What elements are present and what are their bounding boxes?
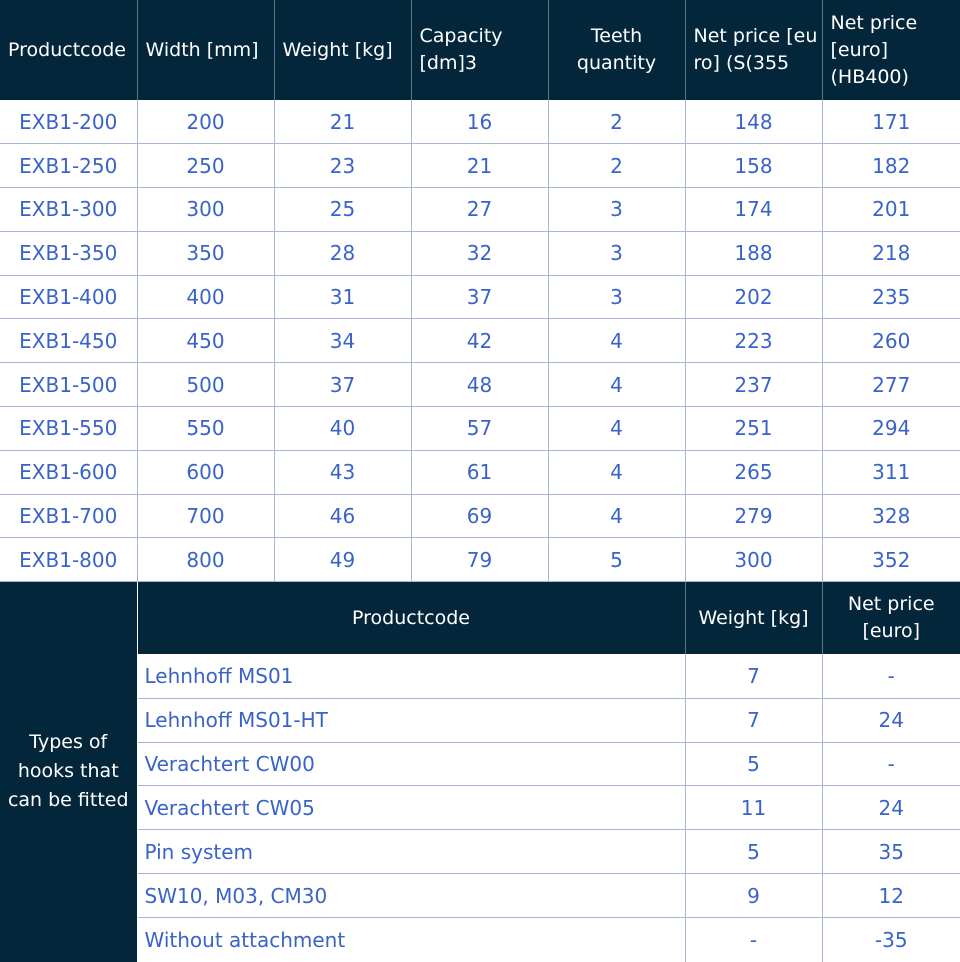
cell-capacity: 27 bbox=[411, 188, 548, 232]
product-table-body bbox=[0, 100, 960, 582]
cell-hook-net-price: 24 bbox=[822, 786, 960, 830]
cell-price-hb400: 311 bbox=[822, 450, 960, 494]
cell-hook-weight: 5 bbox=[685, 830, 822, 874]
cell-productcode: EXB1-200 bbox=[0, 100, 137, 144]
list-item bbox=[0, 698, 960, 742]
cell-productcode: EXB1-400 bbox=[0, 275, 137, 319]
cell-productcode: EXB1-600 bbox=[0, 450, 137, 494]
cell-hook-weight: 7 bbox=[685, 698, 822, 742]
cell-capacity: 16 bbox=[411, 100, 548, 144]
list-item bbox=[0, 918, 960, 962]
cell-price-s355: 223 bbox=[685, 319, 822, 363]
cell-price-hb400: 218 bbox=[822, 231, 960, 275]
cell-price-s355: 300 bbox=[685, 538, 822, 582]
header-weight: Weight [kg] bbox=[274, 0, 411, 100]
cell-capacity: 57 bbox=[411, 407, 548, 451]
cell-teeth: 3 bbox=[548, 231, 685, 275]
cell-width: 400 bbox=[137, 275, 274, 319]
cell-width: 350 bbox=[137, 231, 274, 275]
cell-width: 300 bbox=[137, 188, 274, 232]
cell-weight: 43 bbox=[274, 450, 411, 494]
table-row bbox=[0, 275, 960, 319]
cell-weight: 28 bbox=[274, 231, 411, 275]
header-capacity: Capacity [dm]3 bbox=[411, 0, 548, 100]
list-item bbox=[0, 830, 960, 874]
cell-capacity: 79 bbox=[411, 538, 548, 582]
cell-hook-weight: 9 bbox=[685, 874, 822, 918]
cell-price-s355: 279 bbox=[685, 494, 822, 538]
cell-weight: 25 bbox=[274, 188, 411, 232]
cell-teeth: 4 bbox=[548, 450, 685, 494]
cell-hook-productcode: Verachtert CW05 bbox=[137, 786, 685, 830]
list-item bbox=[0, 742, 960, 786]
cell-productcode: EXB1-300 bbox=[0, 188, 137, 232]
cell-hook-weight: 5 bbox=[685, 742, 822, 786]
header-net-price-hb400: Net price [euro] (HB400) bbox=[822, 0, 960, 100]
cell-price-hb400: 352 bbox=[822, 538, 960, 582]
cell-teeth: 4 bbox=[548, 363, 685, 407]
cell-price-hb400: 235 bbox=[822, 275, 960, 319]
cell-width: 450 bbox=[137, 319, 274, 363]
cell-capacity: 69 bbox=[411, 494, 548, 538]
cell-weight: 37 bbox=[274, 363, 411, 407]
cell-price-hb400: 294 bbox=[822, 407, 960, 451]
table-row bbox=[0, 100, 960, 144]
cell-price-hb400: 171 bbox=[822, 100, 960, 144]
cell-capacity: 61 bbox=[411, 450, 548, 494]
cell-hook-weight: - bbox=[685, 918, 822, 962]
cell-width: 700 bbox=[137, 494, 274, 538]
cell-productcode: EXB1-250 bbox=[0, 144, 137, 188]
list-item bbox=[0, 874, 960, 918]
cell-capacity: 48 bbox=[411, 363, 548, 407]
table-row bbox=[0, 144, 960, 188]
header-width: Width [mm] bbox=[137, 0, 274, 100]
cell-productcode: EXB1-800 bbox=[0, 538, 137, 582]
cell-teeth: 2 bbox=[548, 100, 685, 144]
cell-price-s355: 237 bbox=[685, 363, 822, 407]
cell-hook-net-price: - bbox=[822, 654, 960, 698]
cell-hook-net-price: 12 bbox=[822, 874, 960, 918]
header-teeth-quantity: Teeth quantity bbox=[548, 0, 685, 100]
cell-productcode: EXB1-450 bbox=[0, 319, 137, 363]
cell-teeth: 5 bbox=[548, 538, 685, 582]
cell-teeth: 4 bbox=[548, 494, 685, 538]
table-row bbox=[0, 363, 960, 407]
cell-price-hb400: 182 bbox=[822, 144, 960, 188]
list-item bbox=[0, 654, 960, 698]
cell-width: 200 bbox=[137, 100, 274, 144]
table-row bbox=[0, 407, 960, 451]
table-row bbox=[0, 538, 960, 582]
cell-hook-productcode: Pin system bbox=[137, 830, 685, 874]
cell-weight: 23 bbox=[274, 144, 411, 188]
cell-weight: 49 bbox=[274, 538, 411, 582]
hooks-header-productcode: Productcode bbox=[137, 582, 685, 654]
cell-hook-productcode: Verachtert CW00 bbox=[137, 742, 685, 786]
hooks-side-label: Types of hooks that can be fitted bbox=[0, 582, 137, 961]
cell-price-s355: 251 bbox=[685, 407, 822, 451]
cell-weight: 34 bbox=[274, 319, 411, 363]
cell-price-hb400: 260 bbox=[822, 319, 960, 363]
hooks-header-weight: Weight [kg] bbox=[685, 582, 822, 654]
cell-width: 600 bbox=[137, 450, 274, 494]
cell-productcode: EXB1-700 bbox=[0, 494, 137, 538]
hooks-table bbox=[0, 582, 960, 961]
cell-weight: 31 bbox=[274, 275, 411, 319]
cell-hook-net-price: -35 bbox=[874, 927, 908, 952]
cell-price-s355: 188 bbox=[685, 231, 822, 275]
cell-hook-net-price: 24 bbox=[822, 698, 960, 742]
hooks-table-body bbox=[0, 582, 960, 961]
cell-price-s355: 158 bbox=[685, 144, 822, 188]
cell-price-hb400: 201 bbox=[822, 188, 960, 232]
hooks-table-header-row bbox=[0, 582, 960, 654]
cell-teeth: 4 bbox=[548, 319, 685, 363]
cell-weight: 40 bbox=[274, 407, 411, 451]
product-table-header-row bbox=[0, 0, 960, 100]
header-productcode: Productcode bbox=[0, 0, 137, 100]
cell-width: 550 bbox=[137, 407, 274, 451]
table-row bbox=[0, 319, 960, 363]
header-net-price-s355: Net price [euro] (S(355 bbox=[685, 0, 822, 100]
cell-productcode: EXB1-350 bbox=[0, 231, 137, 275]
cell-price-s355: 148 bbox=[685, 100, 822, 144]
cell-capacity: 42 bbox=[411, 319, 548, 363]
cell-teeth: 4 bbox=[548, 407, 685, 451]
table-row bbox=[0, 188, 960, 232]
cell-capacity: 37 bbox=[411, 275, 548, 319]
cell-width: 500 bbox=[137, 363, 274, 407]
cell-hook-productcode: Without attachment bbox=[137, 918, 685, 962]
cell-hook-weight: 11 bbox=[685, 786, 822, 830]
table-row bbox=[0, 231, 960, 275]
cell-price-hb400: 328 bbox=[822, 494, 960, 538]
cell-capacity: 21 bbox=[411, 144, 548, 188]
cell-productcode: EXB1-550 bbox=[0, 407, 137, 451]
cell-capacity: 32 bbox=[411, 231, 548, 275]
hooks-header-net-price: Net price [euro] bbox=[822, 582, 960, 654]
table-row bbox=[0, 494, 960, 538]
cell-price-hb400: 277 bbox=[822, 363, 960, 407]
list-item bbox=[0, 786, 960, 830]
cell-price-s355: 202 bbox=[685, 275, 822, 319]
cell-hook-net-price: - bbox=[822, 742, 960, 786]
cell-weight: 21 bbox=[274, 100, 411, 144]
cell-price-s355: 174 bbox=[685, 188, 822, 232]
cell-weight: 46 bbox=[274, 494, 411, 538]
cell-teeth: 3 bbox=[548, 275, 685, 319]
cell-hook-productcode: Lehnhoff MS01-HT bbox=[137, 698, 685, 742]
cell-hook-net-price: 35 bbox=[822, 830, 960, 874]
cell-productcode: EXB1-500 bbox=[0, 363, 137, 407]
cell-width: 250 bbox=[137, 144, 274, 188]
cell-teeth: 2 bbox=[548, 144, 685, 188]
cell-hook-productcode: Lehnhoff MS01 bbox=[137, 654, 685, 698]
cell-width: 800 bbox=[137, 538, 274, 582]
table-row bbox=[0, 450, 960, 494]
cell-teeth: 3 bbox=[548, 188, 685, 232]
cell-hook-productcode: SW10, M03, CM30 bbox=[137, 874, 685, 918]
cell-hook-weight: 7 bbox=[685, 654, 822, 698]
cell-price-s355: 265 bbox=[685, 450, 822, 494]
